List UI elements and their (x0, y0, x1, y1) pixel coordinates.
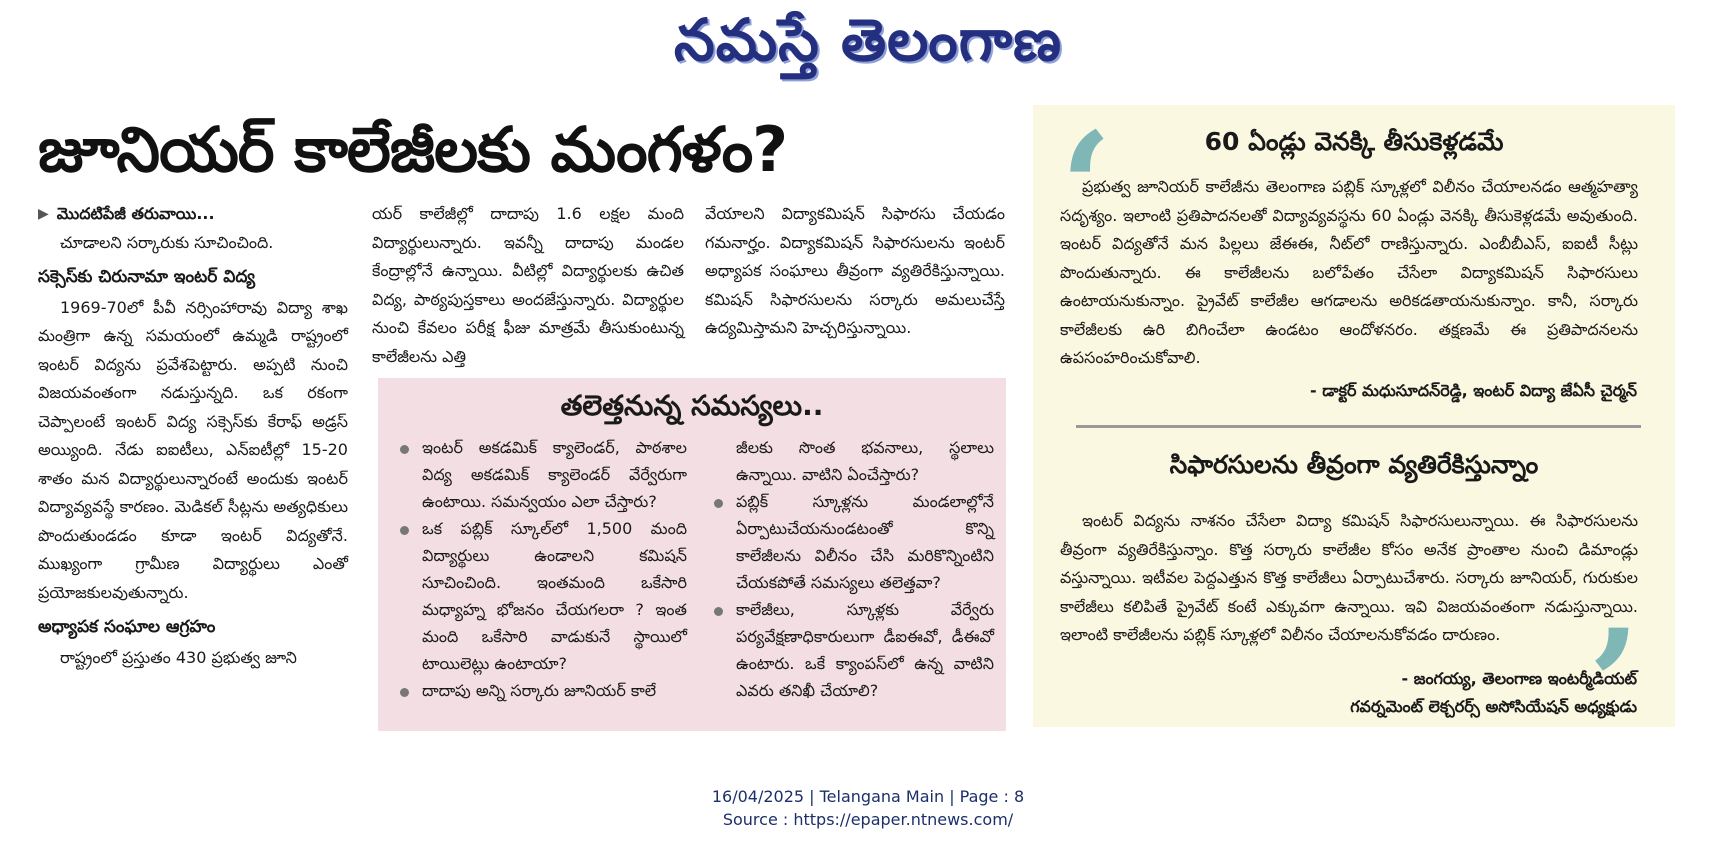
quote2-title: సిఫారసులను తీవ్రంగా వ్యతిరేకిస్తున్నాం (1169, 450, 1539, 479)
problems-box (378, 378, 1006, 731)
chevron-right-icon: ▶ (38, 206, 49, 222)
paragraph: చూడాలని సర్కారుకు సూచించింది. (60, 232, 274, 252)
paragraph: రాష్ట్రంలో ప్రస్తుతం 430 ప్రభుత్వ జూని (60, 647, 297, 667)
problems-box-title: తలెత్తనున్న సమస్యలు.. (560, 389, 824, 422)
footer-date-page: 16/04/2025 | Telangana Main | Page : 8 (711, 787, 1025, 806)
masthead-logo: నమస్తే తెలంగాణ (674, 6, 1062, 74)
paragraph: వేయాలని విద్యాకమిషన్‌ సిఫారసు చేయడం గమనార్హం. విద్యాకమిషన్‌ సిఫారసులను ఇంటర్‌ అధ్యాపక సంఘాలు తీవ్రంగా వ్యతిరేకిస్తున్నాయి. కమిషన్‌ సిఫారసులను సర్కారు అమలుచేస్తే ఉద్యమిస్తామని హెచ్చరిస్తున్నాయి. (705, 204, 1005, 337)
bullet-icon (714, 499, 723, 508)
paragraph: 1969-70లో పీవీ నర్సింహారావు విద్యా శాఖ మంత్రిగా ఉన్న సమయంలో ఉమ్మడి రాష్ట్రంలో ఇంటర్‌ విద్యను ప్రవేశపెట్టారు. అప్పటి నుంచి విజయవంతంగా నడుస్తున్నది. ఒక రకంగా చెప్పాలంటే ఇంటర్‌ విద్య సక్సెస్‌కు కేరాఫ్‌ అడ్రస్‌ అయ్యింది. నేడు ఐఐటీలు, ఎన్‌ఐటీల్లో 15-20 శాతం మన విద్యార్థులున్నారంటే అందుకు ఇంటర్‌ విద్యావ్యవస్థే కారణం. మెడికల్‌ సీట్లను అత్యధికులు పొందుతుండడం కూడా ఇంటర్‌ విద్యతోనే. ముఖ్యంగా గ్రామీణ విద్యార్థులు ఎంతో ప్రయోజకులవుతున్నారు. (38, 297, 348, 602)
open-quote-icon: ‘ (1060, 100, 1113, 276)
bullet-icon (714, 607, 723, 616)
article-column-3 (705, 200, 1005, 343)
footer-source: Source : https://epaper.ntnews.com/ (722, 810, 1014, 829)
jump-label: మొదటిపేజీ తరువాయి... (56, 204, 215, 223)
subheading: అధ్యాపక సంఘాల ఆగ్రహం (38, 617, 216, 637)
quote2-text: ఇంటర్‌ విద్యను నాశనం చేసేలా విద్యా కమిషన్‌ సిఫారసులున్నాయి. ఈ సిఫారసులను తీవ్రంగా వ్యతిరేకిస్తున్నాం. కొత్త సర్కారు కాలేజీల కోసం అనేక ప్రాంతాల నుంచి డిమాండ్లు వస్తున్నాయి. ఇటీవల పెద్దఎత్తున కొత్త కాలేజీలు ఏర్పాటుచేశారు. సర్కారు జూనియర్‌, గురుకుల కాలేజీలు కలిపితే ప్రైవేట్‌ కంటే ఎక్కువగా ఉన్నాయి. ఇవి విజయవంతంగా నడుస్తున్నాయి. ఇలాంటి కాలేజీలను పబ్లిక్‌ స్కూళ్లలో విలీనం చేయాలనుకోవడం దారుణం. (1060, 511, 1638, 644)
bullet-icon (400, 526, 409, 535)
list-item: పబ్లిక్‌ స్కూళ్లను మండలాల్లోనే ఏర్పాటుచేయనుండటంతో కొన్ని కాలేజీలను విలీనం చేసి మరికొన్నింటిని చేయకపోతే సమస్యలు తలెత్తవా? (706, 488, 994, 596)
continued-from-front-page (38, 200, 348, 229)
quote1-text: ప్రభుత్వ జూనియర్‌ కాలేజీను తెలంగాణ పబ్లిక్‌ స్కూళ్లలో విలీనం చేయాలనడం ఆత్మహత్యా సదృశ్యం. ఇలాంటి ప్రతిపాదనలతో విద్యావ్యవస్థను 60 ఏండ్లు వెనక్కి తీసుకెళ్లడమే అవుతుంది. ఇంటర్‌ విద్యతోనే మన పిల్లలు జేఈఈ, నీట్‌లో రాణిస్తున్నారు. ఎంబీబీఎస్‌, ఐఐటీ సీట్లు పొందుతున్నారు. ఈ కాలేజీలను బలోపేతం చేసేలా విద్యాకమిషన్‌ సిఫారసులు ఉంటాయనుకున్నాం. ప్రైవేట్‌ కాలేజీల ఆగడాలను అరికడతాయనుకున్నాం. కానీ, సర్కారు కాలేజీలకు ఉరి బిగించేలా ఉండటం ఆందోళనరం. తక్షణమే ఈ ప్రతిపాదనలను ఉపసంహరించుకోవాలి. (1060, 177, 1638, 367)
footer (0, 785, 1736, 831)
list-item: దాదాపు అన్ని సర్కారు జూనియర్‌ కాలే (392, 677, 687, 704)
problems-list-left (392, 434, 687, 704)
close-quote-icon: ’ (1588, 597, 1641, 773)
bullet-icon (400, 688, 409, 697)
quote2-signature-line2: గవర్నమెంట్‌ లెక్చరర్స్‌ అసోసియేషన్‌ అధ్యక్షుడు (1350, 697, 1637, 716)
quote2-signature-line1: - జంగయ్య, తెలంగాణ ఇంటర్మీడియట్‌ (1401, 669, 1637, 688)
article-column-2 (372, 200, 684, 371)
quote1-signature: - డాక్టర్‌ మధుసూదన్‌రెడ్డి, ఇంటర్‌ విద్యా జేఏసీ చైర్మన్‌ (1309, 381, 1637, 400)
headline: జూనియర్‌ కాలేజీలకు మంగళం? (38, 113, 788, 186)
list-item: ఇంటర్‌ అకడమిక్‌ క్యాలెండర్‌, పాఠశాల విద్య అకడమిక్‌ క్యాలెండర్‌ వేర్వేరుగా ఉంటాయి. సమన్వయం ఎలా చేస్తారు? (392, 434, 687, 515)
paragraph: యర్‌ కాలేజీల్లో దాదాపు 1.6 లక్షల మంది విద్యార్థులున్నారు. ఇవన్నీ దాదాపు మండల కేంద్రాల్లోనే ఉన్నాయి. వీటిల్లో విద్యార్థులకు ఉచిత విద్య, పాఠ్యపుస్తకాలు అందజేస్తున్నారు. విద్యార్థుల నుంచి కేవలం పరీక్ష ఫీజు మాత్రమే తీసుకుంటున్న కాలేజీలను ఎత్తి (372, 204, 684, 366)
problems-list-right (706, 434, 994, 704)
subheading: సక్సెస్‌కు చిరునామా ఇంటర్‌ విద్య (38, 267, 256, 287)
divider (1076, 425, 1641, 428)
article-column-1 (38, 200, 348, 672)
bullet-icon (400, 445, 409, 454)
list-item: కాలేజీలు, స్కూళ్లకు వేర్వేరు పర్యవేక్షణాధికారులుగా డీఐఈవో, డీఈవో ఉంటారు. ఒకే క్యాంపస్‌లో ఉన్న వాటిని ఎవరు తనిఖీ చేయాలి? (706, 596, 994, 704)
quote1-title: 60 ఏండ్లు వెనక్కి తీసుకెళ్లడమే (1204, 127, 1504, 156)
list-item: ఒక పబ్లిక్‌ స్కూల్‌లో 1,500 మంది విద్యార్థులు ఉండాలని కమిషన్‌ సూచించింది. ఇంతమంది ఒకేసారి మధ్యాహ్న భోజనం చేయగలరా ? ఇంత మంది ఒకేసారి వాడుకునే స్థాయిలో టాయిలెట్లు ఉంటాయా? (392, 515, 687, 677)
quotes-box (1033, 100, 1675, 773)
list-item-continued: జీలకు సొంత భవనాలు, స్థలాలు ఉన్నాయి. వాటిని ఏంచేస్తారు? (736, 438, 994, 484)
